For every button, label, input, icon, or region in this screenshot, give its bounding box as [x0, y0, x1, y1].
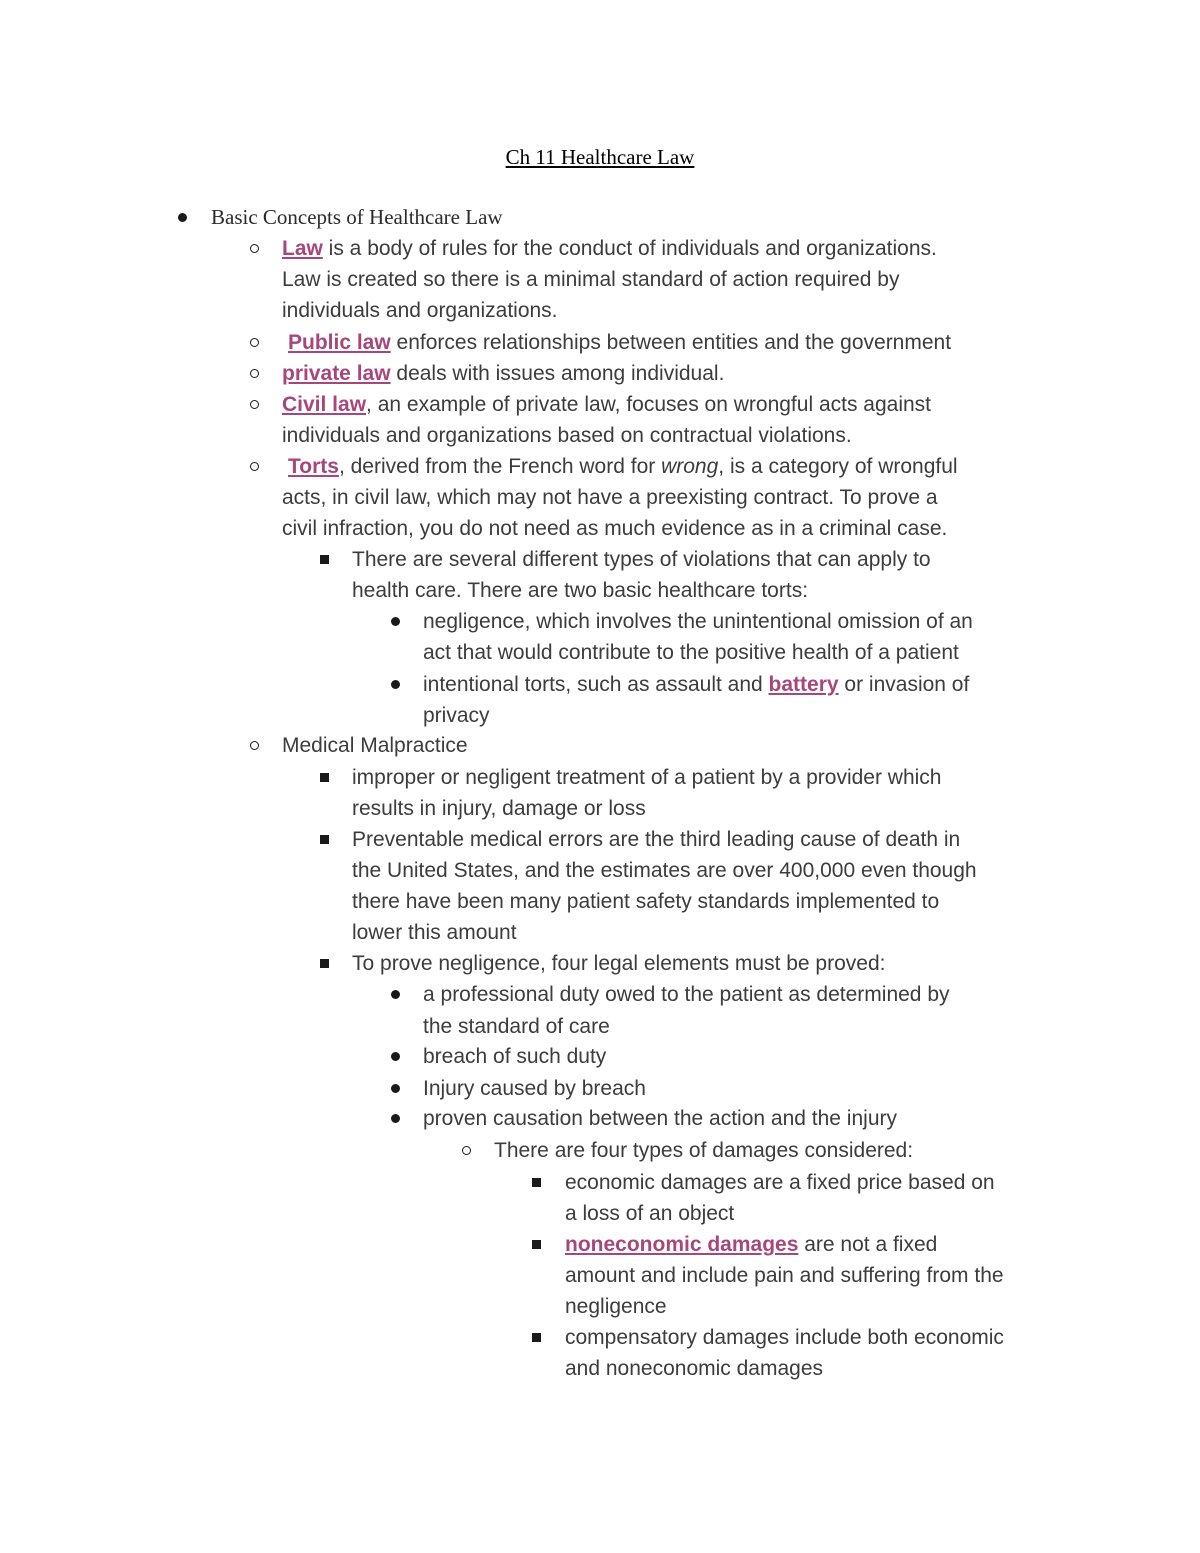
economic-line2: a loss of an object: [565, 1202, 735, 1225]
bullet-dot-icon: [391, 617, 400, 626]
torts-italic-word: wrong: [661, 455, 719, 478]
duty-line1: a professional duty owed to the patient as determined by: [423, 983, 950, 1006]
economic-line1: economic damages are a fixed price based on: [565, 1171, 995, 1194]
public-law-definition: [288, 327, 951, 358]
damages-heading: There are four types of damages considered:: [494, 1139, 914, 1162]
page-title: Ch 11 Healthcare Law: [505, 145, 695, 169]
improper-line1: improper or negligent treatment of a patient by a provider which: [352, 766, 942, 789]
bullet-circle-icon: [250, 338, 259, 347]
bullet-square-icon: [320, 555, 329, 564]
torts-sub-line1: There are several different types of violations that can apply to: [352, 548, 931, 571]
preventable-line1: Preventable medical errors are the third leading cause of death in: [352, 828, 961, 851]
torts-sub-line2: health care. There are two basic healthcare torts:: [352, 579, 809, 602]
torts-term-link[interactable]: Torts: [288, 455, 339, 478]
torts-text-line2: acts, in civil law, which may not have a preexisting contract. To prove a: [282, 486, 938, 509]
law-text-line3: individuals and organizations.: [282, 299, 558, 322]
bullet-dot-icon: [391, 1052, 400, 1061]
compensatory-line2: and noneconomic damages: [565, 1357, 824, 1380]
law-term-link[interactable]: Law: [282, 237, 323, 260]
private-law-definition: [282, 358, 724, 389]
prove-negligence: To prove negligence, four legal elements must be proved:: [352, 952, 886, 975]
intentional-text: intentional torts, such as assault and: [423, 673, 769, 696]
public-law-term-link[interactable]: Public law: [288, 331, 391, 354]
civil-law-term-link[interactable]: Civil law: [282, 393, 367, 416]
preventable-line4: lower this amount: [352, 921, 517, 944]
section-heading: Basic Concepts of Healthcare Law: [211, 205, 503, 229]
bullet-square-icon: [320, 773, 329, 782]
battery-term-link[interactable]: battery: [768, 673, 839, 696]
torts-text-line3: civil infraction, you do not need as much evidence as in a criminal case.: [282, 517, 948, 540]
civil-law-definition: [282, 389, 931, 420]
causation-item: proven causation between the action and the injury: [423, 1107, 897, 1130]
torts-text-end: , is a category of wrongful: [718, 455, 958, 478]
compensatory-line1: compensatory damages include both economic: [565, 1326, 1004, 1349]
bullet-circle-icon: [250, 400, 259, 409]
bullet-circle-icon: [250, 369, 259, 378]
bullet-circle-icon: [250, 741, 259, 750]
bullet-square-icon: [532, 1178, 541, 1187]
civil-law-text-line2: individuals and organizations based on contractual violations.: [282, 424, 852, 447]
noneconomic-line3: negligence: [565, 1295, 667, 1318]
civil-law-text: , an example of private law, focuses on wrongful acts against: [366, 393, 932, 416]
law-definition: [282, 233, 937, 264]
noneconomic-line1: [565, 1229, 937, 1260]
private-law-term-link[interactable]: private law: [282, 362, 391, 385]
breach-item: breach of such duty: [423, 1045, 607, 1068]
bullet-circle-icon: [250, 244, 259, 253]
bullet-square-icon: [532, 1333, 541, 1342]
bullet-dot-icon: [391, 1114, 400, 1123]
improper-line2: results in injury, damage or loss: [352, 797, 646, 820]
malpractice-heading: Medical Malpractice: [282, 734, 468, 757]
injury-item: Injury caused by breach: [423, 1077, 646, 1100]
bullet-circle-icon: [250, 462, 259, 471]
bullet-circle-icon: [462, 1146, 471, 1155]
noneconomic-line2: amount and include pain and suffering from the: [565, 1264, 1004, 1287]
preventable-line3: there have been many patient safety standards implemented to: [352, 890, 940, 913]
torts-definition: [288, 451, 958, 482]
bullet-square-icon: [532, 1240, 541, 1249]
law-text: is a body of rules for the conduct of individuals and organizations.: [322, 237, 937, 260]
noneconomic-text: are not a fixed: [798, 1233, 938, 1256]
bullet-square-icon: [320, 959, 329, 968]
intentional-torts-line1: [423, 669, 969, 700]
torts-text: , derived from the French word for: [338, 455, 662, 478]
public-law-text: enforces relationships between entities and the government: [390, 331, 952, 354]
law-text-line2: Law is created so there is a minimal standard of action required by: [282, 268, 900, 291]
intentional-text-end: or invasion of: [838, 673, 970, 696]
bullet-dot-icon: [178, 213, 187, 222]
private-law-text: deals with issues among individual.: [390, 362, 725, 385]
noneconomic-term-link[interactable]: noneconomic damages: [565, 1233, 799, 1256]
bullet-square-icon: [320, 835, 329, 844]
intentional-torts-line2: privacy: [423, 704, 490, 727]
bullet-dot-icon: [391, 1084, 400, 1093]
negligence-line1: negligence, which involves the unintentional omission of an: [423, 610, 973, 633]
bullet-dot-icon: [391, 990, 400, 999]
negligence-line2: act that would contribute to the positive health of a patient: [423, 641, 959, 664]
bullet-dot-icon: [391, 680, 400, 689]
preventable-line2: the United States, and the estimates are over 400,000 even though: [352, 859, 977, 882]
duty-line2: the standard of care: [423, 1015, 610, 1038]
